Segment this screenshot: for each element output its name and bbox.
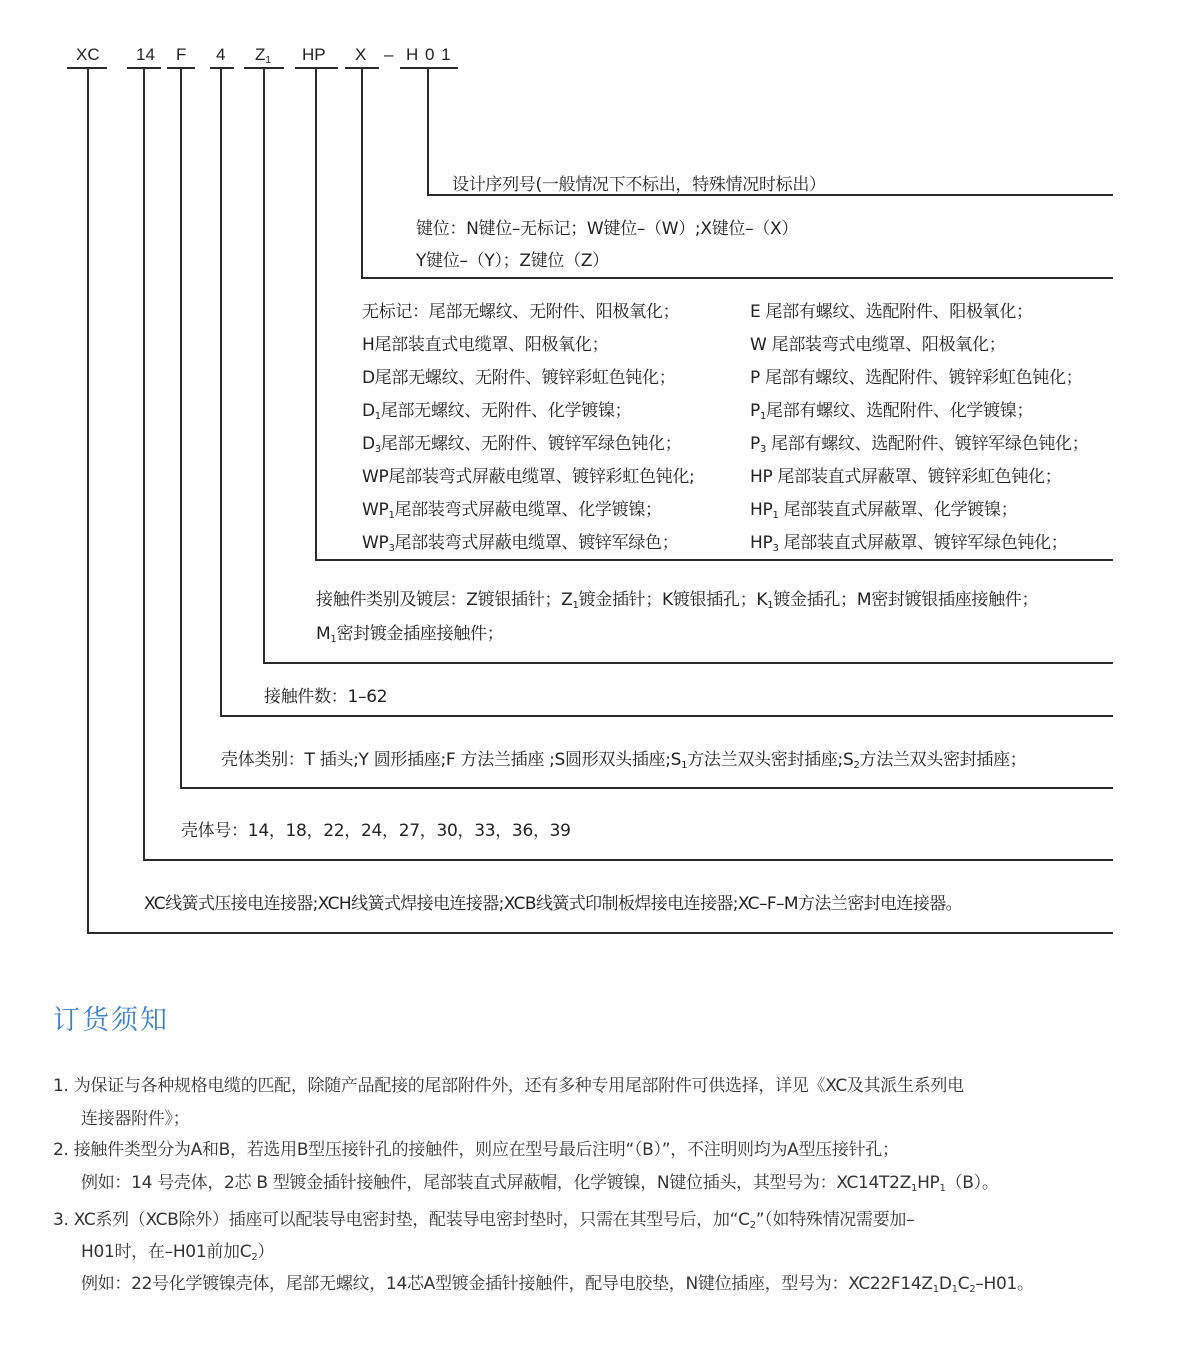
code-subscript: 1 — [951, 1284, 958, 1295]
code-letter: D — [362, 401, 375, 421]
tail-finish-item — [362, 495, 662, 521]
code-subscript: 1 — [911, 1183, 918, 1194]
code-series: XC — [76, 45, 100, 64]
code-subscript: 2 — [969, 1284, 976, 1295]
item-text: 尾部无螺纹、无附件、镀锌军绿色钝化； — [380, 434, 682, 454]
note-3-line1 — [53, 1205, 914, 1231]
desc-design-serial: 设计序列号(一般情况下不标出，特殊情况时标出） — [452, 175, 826, 195]
note-2-example — [81, 1168, 999, 1194]
tail-finish-item: E 尾部有螺纹、选配附件、阳极氧化； — [750, 302, 1033, 322]
text-part: HP — [917, 1173, 940, 1193]
code-subscript: 1 — [772, 510, 779, 521]
code-letter: HP — [750, 500, 773, 520]
desc-shell-size: 壳体号：14，18，22，24，27，30，33，36，39 — [181, 821, 571, 841]
item-text: 尾部装直式屏蔽罩、镀锌军绿色钝化； — [778, 533, 1068, 553]
text-part: H01时，在–H01前加C — [81, 1242, 252, 1262]
code-dash: – — [384, 45, 394, 64]
code-subscript: 3 — [772, 543, 779, 554]
code-subscript: 1 — [388, 510, 395, 521]
line-shell-size — [143, 859, 1113, 861]
tail-finish-item: WP尾部装弯式屏蔽电缆罩、镀锌彩虹色钝化; — [362, 467, 695, 487]
code-contact-count: 4 — [216, 45, 226, 64]
leader-series — [87, 67, 89, 934]
note-3-line2 — [81, 1237, 274, 1263]
code-tail-finish: HP — [302, 45, 326, 64]
code-letter: P — [750, 401, 760, 421]
leader-design-serial — [427, 67, 429, 196]
text-part: C — [957, 1274, 970, 1294]
underline-design-serial — [400, 67, 458, 69]
text-part: D — [938, 1274, 952, 1294]
desc-key-position-line2: Y键位–（Y）；Z键位（Z） — [416, 251, 609, 271]
text-part: 镀金插针；K镀银插孔；K — [578, 590, 768, 610]
text-part: （B）。 — [945, 1173, 999, 1193]
tail-finish-item: W 尾部装弯式电缆罩、阳极氧化； — [750, 335, 1006, 355]
code-subscript: 3 — [388, 543, 395, 554]
line-tail-finish — [315, 559, 1113, 561]
text-part: –H01。 — [975, 1274, 1034, 1294]
item-text: 尾部装直式屏蔽罩、化学镀镍； — [778, 500, 1018, 520]
leader-contact-count — [220, 67, 222, 717]
tail-finish-item — [362, 396, 631, 422]
desc-contact-type-line1 — [316, 585, 1038, 611]
tail-finish-item: H尾部装直式电缆罩、阳极氧化； — [362, 335, 609, 355]
text-part: 镀金插孔；M密封镀银插座接触件； — [773, 590, 1039, 610]
leader-contact-type — [263, 67, 265, 664]
tail-finish-item: D尾部无螺纹、无附件、镀锌彩虹色钝化； — [362, 368, 676, 388]
text-part: 例如：14 号壳体，2芯 B 型镀金插针接触件，尾部装直式屏蔽帽，化学镀镍，N键位插头，其型号为：XC14T2Z — [81, 1173, 911, 1193]
code-subscript: 3 — [759, 444, 767, 455]
tail-finish-item: 无标记：尾部无螺纹、无附件、阳极氧化； — [362, 302, 680, 322]
text-part: ”（如特殊情况需要加– — [755, 1210, 915, 1230]
item-text: 尾部无螺纹、无附件、化学镀镍； — [380, 401, 632, 421]
note-2-line1: 2. 接触件类型分为A和B，若选用B型压接针孔的接触件，则应在型号最后注明“（B）”，不注明则均为A型压接针孔； — [53, 1140, 899, 1160]
code-subscript: 2 — [251, 1252, 258, 1263]
leader-tail-finish — [315, 67, 317, 561]
code-shell-type: F — [176, 45, 187, 64]
line-contact-count — [220, 715, 1113, 717]
code-contact-type-letter: Z — [255, 45, 266, 64]
line-shell-type — [180, 787, 1113, 789]
item-text: 尾部有螺纹、选配附件、化学镀镍； — [766, 401, 1034, 421]
text-part: M — [316, 624, 331, 644]
tail-finish-item: P 尾部有螺纹、选配附件、镀锌彩虹色钝化； — [750, 368, 1083, 388]
note-3-example — [81, 1269, 1034, 1295]
code-shell-size: 14 — [136, 45, 155, 64]
leader-shell-size — [143, 67, 145, 861]
text-part: 方法兰双头密封插座;S — [687, 750, 854, 770]
item-text: 尾部装弯式屏蔽电缆罩、化学镀镍； — [394, 500, 662, 520]
tail-finish-item — [750, 495, 1017, 521]
tail-finish-item — [362, 528, 678, 554]
desc-shell-type — [221, 745, 1027, 771]
code-subscript: 1 — [759, 411, 767, 422]
text-part: 壳体类别：T 插头;Y 圆形插座;F 方法兰插座 ;S圆形双头插座;S — [221, 750, 682, 770]
code-subscript: 2 — [749, 1220, 756, 1231]
code-subscript: 1 — [572, 600, 579, 611]
text-part: ） — [257, 1242, 275, 1262]
text-part: 例如：22号化学镀镍壳体，尾部无螺纹，14芯A型镀金插针接触件，配导电胶垫，N键位插座，型号为：XC22F14Z — [81, 1274, 933, 1294]
code-subscript: 1 — [939, 1183, 946, 1194]
text-part: 方法兰双头密封插座； — [859, 750, 1027, 770]
item-text: 尾部装弯式屏蔽电缆罩、镀锌军绿色； — [394, 533, 679, 553]
leader-shell-type — [180, 67, 182, 789]
code-letter: WP — [362, 533, 389, 553]
code-subscript: 1 — [681, 760, 688, 771]
text-part: 密封镀金插座接触件； — [336, 624, 504, 644]
code-contact-type — [255, 45, 271, 66]
desc-series: XC线簧式压接电连接器;XCH线簧式焊接电连接器;XCB线簧式印制板焊接电连接器;XC–F–M方法兰密封电连接器。 — [144, 894, 962, 914]
underline-contact-count — [210, 67, 234, 69]
code-design-serial: H 0 1 — [406, 45, 452, 64]
note-1-line1: 1. 为保证与各种规格电缆的匹配，除随产品配接的尾部附件外，还有多种专用尾部附件可供选择，详见《XC及其派生系列电 — [53, 1076, 964, 1096]
code-subscript: 1 — [767, 600, 774, 611]
tail-finish-item — [750, 396, 1033, 422]
line-series — [87, 932, 1113, 934]
code-key-position: X — [355, 45, 367, 64]
code-subscript: 1 — [330, 634, 337, 645]
code-letter: HP — [750, 533, 773, 553]
item-text: 尾部有螺纹、选配附件、镀锌军绿色钝化； — [766, 434, 1089, 454]
code-subscript: 1 — [374, 411, 381, 422]
tail-finish-item — [750, 528, 1068, 554]
text-part: 接触件类别及镀层：Z镀银插针；Z — [316, 590, 573, 610]
ordering-title: 订货须知 — [53, 1005, 169, 1036]
code-letter: D — [362, 434, 375, 454]
desc-key-position-line1: 键位：N键位–无标记；W键位–（W）;X键位–（X） — [416, 219, 799, 239]
note-1-line2: 连接器附件》； — [81, 1109, 190, 1129]
code-subscript: 1 — [932, 1284, 939, 1295]
desc-contact-count: 接触件数：1–62 — [264, 687, 388, 707]
code-contact-type-sub: 1 — [265, 55, 271, 66]
code-letter: WP — [362, 500, 389, 520]
code-subscript: 3 — [374, 444, 381, 455]
line-key-position — [361, 277, 1113, 279]
text-part: 3. XC系列（XCB除外）插座可以配装导电密封垫，配装导电密封垫时，只需在其型号后，加“C — [53, 1210, 750, 1230]
tail-finish-item — [362, 429, 681, 455]
tail-finish-item: HP 尾部装直式屏蔽罩、镀锌彩虹色钝化； — [750, 467, 1062, 487]
line-contact-type — [263, 662, 1113, 664]
leader-key-position — [361, 67, 363, 279]
desc-contact-type-line2 — [316, 619, 503, 645]
tail-finish-item — [750, 429, 1088, 455]
code-letter: P — [750, 434, 760, 454]
code-subscript: 2 — [853, 760, 860, 771]
